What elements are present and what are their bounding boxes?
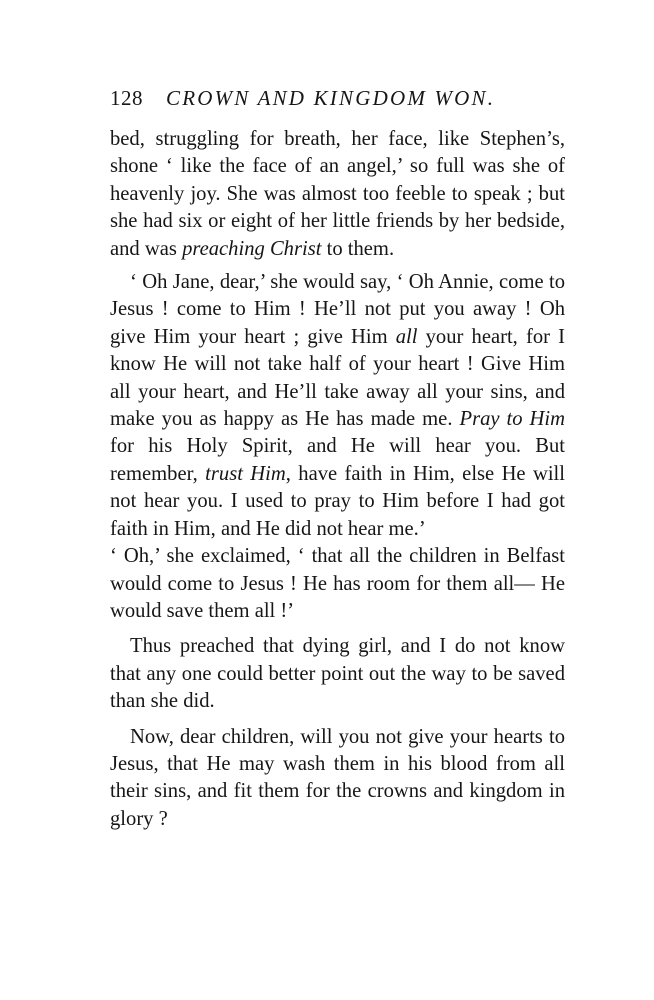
paragraph-continuation xyxy=(110,126,565,263)
paragraph-narration xyxy=(110,633,565,715)
text-run: your heart, for I know He will not take half of your heart ! Give Him all your heart, and He’ll take away all your sins, and make you as happy as He has made me. xyxy=(110,325,565,431)
emphasis-text: preaching Christ xyxy=(182,237,322,260)
text-run: to them. xyxy=(321,237,395,260)
paragraph-appeal xyxy=(110,724,565,834)
text-run: , have faith in Him, else He will not hear you. I used to pray to Him before I had got faith in Him, and He did not hear me.’ xyxy=(110,462,565,540)
text-run: ‘ Oh Jane, dear,’ she would say, ‘ Oh Annie, come to Jesus ! come to Him ! He’ll not put you away ! Oh give Him your heart ; give Him xyxy=(110,271,565,348)
page-number: 128 xyxy=(110,86,143,110)
text-run: Now, dear children, will you not give your hearts to Jesus, that He may wash them in his blood from all their sins, and fit them for the crowns and kingdom in glory ? xyxy=(110,725,565,830)
text-run: bed, struggling for breath, her face, like Stephen’s, shone ‘ like the face of an angel,’ so full was she of heavenly joy. She was almost too feeble to speak ; but she had six or eight of her little friends by her bedside, and was xyxy=(110,128,565,260)
body-text xyxy=(110,126,565,833)
running-title: CROWN AND KINGDOM WON. xyxy=(166,86,496,110)
emphasis-text: trust Him xyxy=(205,462,286,485)
paragraph-exclamation xyxy=(110,543,565,625)
text-run: ‘ Oh,’ she exclaimed, ‘ that all the children in Belfast would come to Jesus ! He has room for them all— He would save them all !’ xyxy=(110,545,565,622)
text-run: for his Holy Spirit, and He will hear you. But remember, xyxy=(110,435,565,485)
paragraph-dialogue xyxy=(110,269,565,543)
text-run: Thus preached that dying girl, and I do not know that any one could better point out the way to be saved than she did. xyxy=(110,635,565,713)
emphasis-text: Pray to Him xyxy=(459,408,565,431)
emphasis-text: all xyxy=(395,325,418,348)
